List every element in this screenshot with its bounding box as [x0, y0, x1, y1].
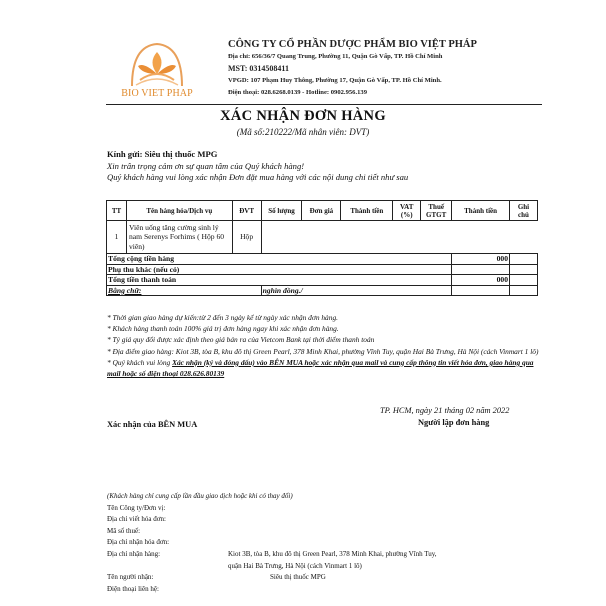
- document-subtitle: (Mã số:210222/Mã nhân viên: DVT): [236, 127, 370, 137]
- surcharge-label: Phụ thu khác (nếu có): [107, 264, 452, 275]
- note-delivery-time: * Thời gian giao hàng dự kiến:từ 2 đến 3 ngày kể từ ngày xác nhận đơn hàng.: [107, 313, 338, 322]
- greeting-recipient: Kính gửi: Siêu thị thuốc MPG: [107, 149, 218, 159]
- col-header: Thuế GTGT: [421, 201, 452, 221]
- product-unit: Hộp: [232, 221, 261, 254]
- field-tax-code: Mã số thuế:: [107, 526, 141, 535]
- table-row: [107, 221, 538, 254]
- company-logo: [117, 40, 197, 102]
- col-header: Thành tiền: [452, 201, 510, 221]
- subtotal-label: Tổng cộng tiền hàng: [107, 254, 452, 265]
- col-header: VAT (%): [393, 201, 421, 221]
- table-header-row: [107, 201, 538, 221]
- company-tax-code: MST: 0314508411: [228, 64, 289, 73]
- order-notes: [107, 312, 547, 379]
- company-name: CÔNG TY CỔ PHẦN DƯỢC PHẨM BIO VIỆT PHÁP: [228, 39, 477, 50]
- in-words-value: nghìn đồng./: [261, 285, 452, 296]
- surcharge-value: [452, 264, 510, 275]
- col-header: Tên hàng hóa/Dịch vụ: [126, 201, 232, 221]
- order-table: [106, 200, 538, 296]
- in-words-label: Bằng chữ:: [107, 285, 262, 296]
- col-header: Thành tiền: [341, 201, 393, 221]
- field-recipient: Tên người nhận: Siêu thị thuốc MPG: [107, 573, 326, 582]
- field-delivery-address-line2: quận Hai Bà Trưng, Hà Nội (cách Vinmart 1 lô): [228, 561, 362, 570]
- subtotal-note: [510, 254, 538, 265]
- col-header: ĐVT: [232, 201, 261, 221]
- signature-date: TP. HCM, ngày 21 tháng 02 năm 2022: [380, 406, 510, 415]
- header-divider: [106, 104, 542, 105]
- in-words-blank: [452, 285, 510, 296]
- greeting-request: Quý khách hàng vui lòng xác nhận Đơn đặt mua hàng với các nội dung chi tiết như sau: [107, 172, 409, 182]
- company-address: Địa chỉ: 656/36/7 Quang Trung, Phường 11, Quận Gò Vấp, TP. Hồ Chí Minh: [228, 53, 443, 60]
- subtotal-value: 000: [452, 254, 510, 265]
- lotus-logo-icon: [126, 40, 188, 88]
- logo-text: BIO VIET PHAP: [121, 88, 193, 99]
- greeting-thanks: Xin trân trọng cảm ơn sự quan tâm của Quý khách hàng!: [107, 160, 305, 171]
- field-company: Tên Công ty/Đơn vị:: [107, 503, 166, 512]
- total-row: [107, 275, 538, 286]
- note-delivery-address: * Địa điểm giao hàng: Kiot 3B, tòa B, khu đô thị Green Pearl, 378 Minh Khai, phường Vĩnh Tuy, quận Hai Bà Trưng, Hà Nội (cách Vinmart 1 lô): [107, 346, 539, 356]
- col-header: TT: [107, 201, 127, 221]
- surcharge-row: [107, 264, 538, 275]
- company-office: VPGD: 107 Phạm Huy Thông, Phường 17, Quận Gò Vấp, TP. Hồ Chí Minh.: [228, 77, 442, 84]
- total-note: [510, 275, 538, 286]
- note-exchange-rate: * Tỷ giá quy đổi được xác định theo giá bán ra của Vietcom Bank tại thời điểm thanh toán: [107, 335, 375, 345]
- in-words-note: [510, 285, 538, 296]
- greeting: [107, 149, 408, 184]
- total-value: 000: [452, 275, 510, 286]
- field-invoice-address: Địa chỉ viết hóa đơn:: [107, 515, 166, 524]
- field-phone: Điện thoại liên hệ:: [107, 584, 159, 593]
- creator-signature-label: Người lập đơn hàng: [418, 418, 490, 427]
- buyer-signature-label: Xác nhận của BÊN MUA: [107, 420, 198, 429]
- col-header: Ghi chú: [510, 201, 538, 221]
- company-info: [228, 39, 548, 99]
- field-delivery-address: Địa chỉ nhận hàng: Kiot 3B, tòa B, khu đô thị Green Pearl, 378 Minh Khai, phường Vĩnh Tuy,: [107, 549, 437, 558]
- total-label: Tổng tiền thanh toán: [107, 275, 452, 286]
- company-phone: Điện thoại: 028.6268.0139 - Hotline: 0902.956.139: [228, 89, 368, 96]
- col-header: Đơn giá: [302, 201, 341, 221]
- subtotal-row: [107, 254, 538, 265]
- note-payment: * Khách hàng thanh toán 100% giá trị đơn hàng ngay khi xác nhận đơn hàng.: [107, 324, 339, 334]
- note-confirm: * Quý khách vui lòng Xác nhận (ký và đóng dấu) vào BÊN MUA hoặc xác nhận qua mail và cung cấp thông tin viết hóa đơn, giao hàng qua mail hoặc số điện thoại 028.626.80139: [107, 357, 534, 379]
- col-header: Số lượng: [261, 201, 302, 221]
- in-words-row: [107, 285, 538, 296]
- product-name: Viên uống tăng cường sinh lý nam Serenys Forhims ( Hộp 60 viên): [126, 221, 232, 254]
- field-invoice-receive-address: Địa chỉ nhận hóa đơn:: [107, 538, 170, 547]
- customer-info: [107, 491, 547, 595]
- surcharge-note: [510, 264, 538, 275]
- redacted-cells: [261, 221, 537, 254]
- document-title: XÁC NHẬN ĐƠN HÀNG: [220, 108, 386, 124]
- row-index: 1: [107, 221, 127, 254]
- customer-info-hint: (Khách hàng chỉ cung cấp lần đầu giao dịch hoặc khi có thay đổi): [107, 492, 293, 500]
- confirm-instruction: Xác nhận (ký và đóng dấu) vào BÊN MUA hoặc xác nhận qua mail và cung cấp thông tin viết hóa đơn, giao hàng qua mail hoặc số điện thoại 028.626.80139: [107, 357, 534, 379]
